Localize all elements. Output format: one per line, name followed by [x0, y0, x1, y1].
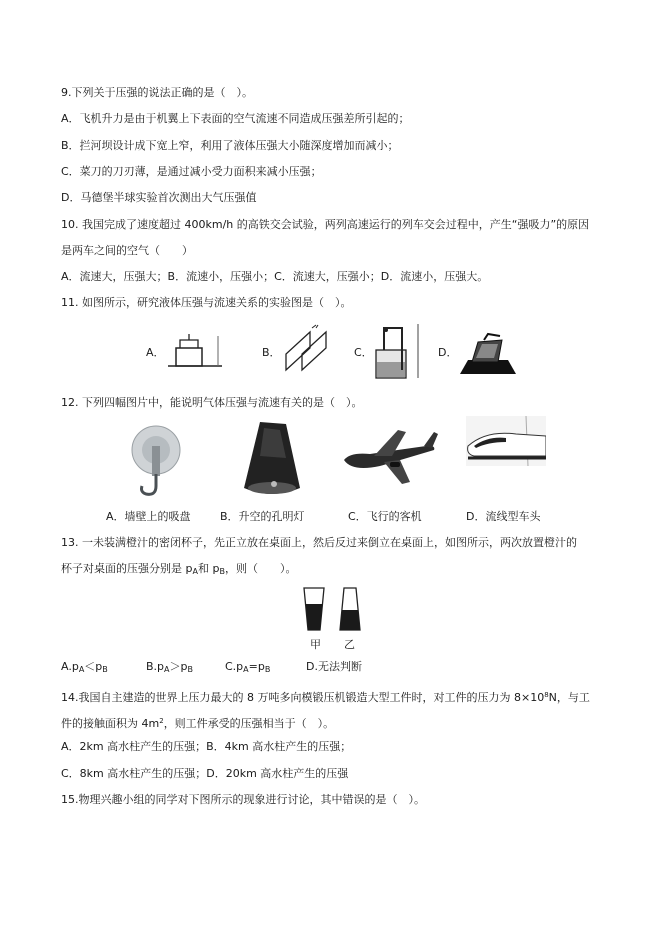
q9-option-b: B．拦河坝设计成下宽上窄，利用了液体压强大小随深度增加而减小； [61, 139, 399, 152]
q9-option-a: A．飞机升力是由于机翼上下表面的空气流速不同造成压强差所引起的； [61, 112, 410, 125]
q13-stem-line2: 杯子对桌面的压强分别是 $p_A$和 $p_B$，则（ ）。 [61, 562, 297, 576]
q13-option-c: $C.p_A=p_B$ [225, 660, 271, 674]
q11-label-d: D． [438, 346, 458, 359]
q12-caption-a: A．墙壁上的吸盘 [106, 510, 191, 523]
q10-options: A．流速大，压强大；B．流速小，压强小；C．流速大，压强小；D．流速小，压强大。 [61, 270, 489, 283]
airliner-image [340, 426, 438, 488]
q9-stem: 9.下列关于压强的说法正确的是（ ）。 [61, 86, 253, 99]
q11-figure-a [166, 330, 224, 370]
q9-option-c: C．菜刀的刀刃薄，是通过减小受力面积来减小压强； [61, 165, 322, 178]
q12-caption-d: D．流线型车头 [466, 510, 541, 523]
cup-label-yi: 乙 [344, 638, 355, 651]
cup-label-jia: 甲 [310, 638, 321, 651]
q12-stem: 12. 下列四幅图片中，能说明气体压强与流速有关的是（ ）。 [61, 396, 363, 409]
q10-stem-line1: 10. 我国完成了速度超过 400km/h 的高铁交会试验，两列高速运行的列车交会过程中，产生“强吸力”的原因 [61, 218, 590, 231]
q11-label-a: A． [146, 346, 165, 359]
q13-stem-line1: 13. 一未装满橙汁的密闭杯子，先正立放在桌面上，然后反过来倒立在桌面上，如图所示，两次放置橙汁的 [61, 536, 577, 549]
q11-label-c: C． [354, 346, 373, 359]
q12-caption-c: C．飞行的客机 [348, 510, 422, 523]
streamlined-train-image [466, 416, 546, 466]
q11-figure-c [372, 322, 424, 380]
q14-options-cd: C．8km 高水柱产生的压强；D．20km 高水柱产生的压强 [61, 767, 349, 780]
q13-option-d: D.无法判断 [306, 660, 362, 673]
q14-stem-line1: 14.我国自主建造的世界上压力最大的 8 万吨多向模锻压机锻造大型工件时，对工件的压力为 $8\times 10^8N$，与工 [61, 691, 590, 704]
cups-figure [300, 584, 364, 636]
suction-cup-image [128, 424, 190, 504]
q15-stem: 15.物理兴趣小组的同学对下图所示的现象进行讨论，其中错误的是（ ）。 [61, 793, 425, 806]
q13-option-a: $A.p_A<p_B$ [61, 660, 108, 674]
kongming-lantern-image [240, 418, 304, 502]
q11-figure-d [458, 330, 518, 376]
q11-label-b: B． [262, 346, 281, 359]
q11-figure-b [280, 324, 338, 374]
q13-option-b: $B.p_A>p_B$ [146, 660, 193, 674]
q11-stem: 11. 如图所示，研究液体压强与流速关系的实验图是（ ）。 [61, 296, 352, 309]
q14-stem-line2: 件的接触面积为 $4m^2$，则工件承受的压强相当于（ ）。 [61, 717, 335, 730]
q12-caption-b: B．升空的孔明灯 [220, 510, 305, 523]
q9-option-d: D．马德堡半球实验首次测出大气压强值 [61, 191, 257, 204]
q10-stem-line2: 是两车之间的空气（ ） [61, 244, 193, 257]
q14-options-ab: A．2km 高水柱产生的压强；B．4km 高水柱产生的压强； [61, 740, 352, 753]
